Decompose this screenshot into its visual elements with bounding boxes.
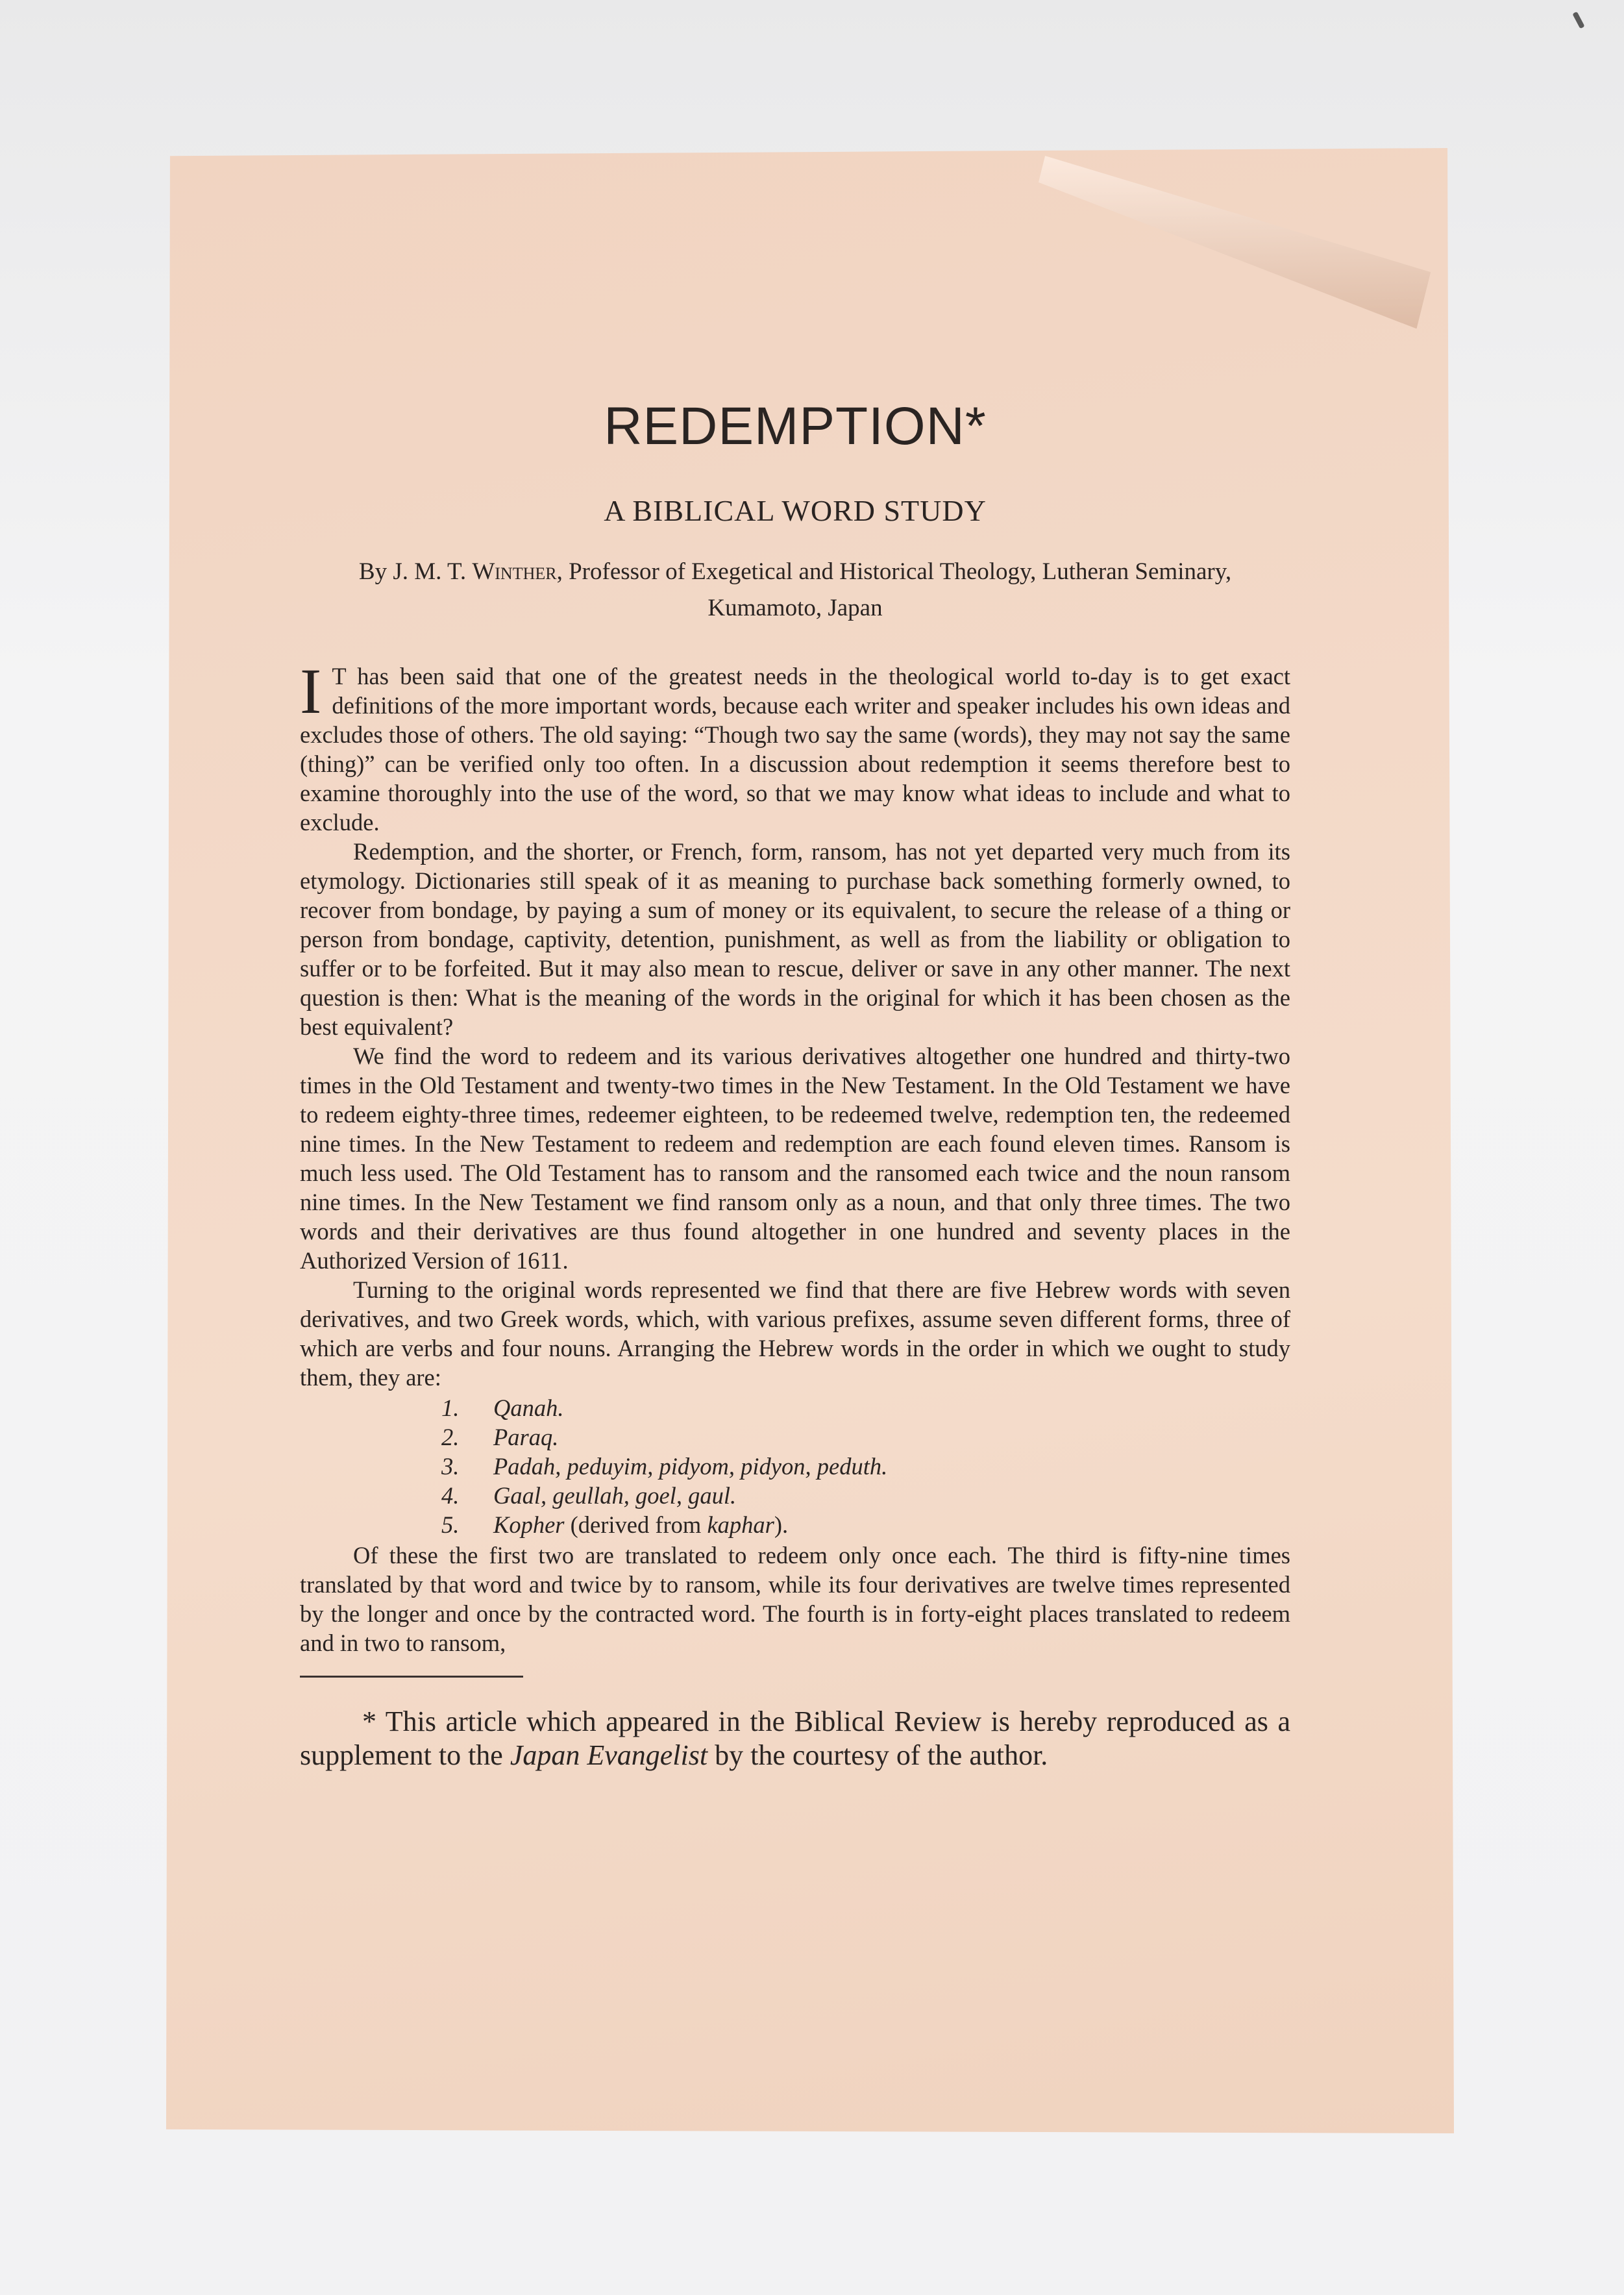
hebrew-word: Paraq. bbox=[493, 1424, 559, 1450]
article-subtitle: A BIBLICAL WORD STUDY bbox=[604, 494, 987, 527]
byline-prefix: By J. M. T. bbox=[358, 558, 473, 585]
paragraph-2: Redemption, and the shorter, or French, form, ransom, has not yet departed very much from its etymology. Dictionaries still speak of it as meaning to purchase back something formerly owned, to recover from bondage, by paying a sum of money or its equivalent, to secure the release of a thing or person from bondage, captivity, detention, punishment, as well as from the liability or obligation to suffer or to be forfeited. But it may also mean to rescue, deliver or save in any other manner. The next question is then: What is the meaning of the words in the original for which it has been chosen as the best equivalent? bbox=[300, 838, 1290, 1040]
footnote-lead: * This article which appeared in the Biblical Review is hereby reproduced as a supplement to the bbox=[300, 1706, 1290, 1771]
paragraph-4: Turning to the original words represented we find that there are five Hebrew words with seven derivatives, and two Greek words, which, with various prefixes, assume seven different forms, three of which are verbs and four nouns. Arranging the Hebrew words in the order in which we ought to study them, they are: bbox=[300, 1276, 1290, 1391]
journal-name: Japan Evangelist bbox=[510, 1739, 708, 1771]
footnote-divider bbox=[300, 1676, 523, 1678]
hebrew-word: Gaal, geullah, goel, gaul. bbox=[493, 1482, 737, 1509]
paragraph-1-text: T has been said that one of the greatest needs in the theological world to-day is to get exact definitions of the more important words, because each writer and speaker includes his own ideas and excludes those of others. The old saying: “Though two say the same (words), they may not say the same (thing)” can be verified only too often. In a discussion about redemption it seems therefore best to examine thoroughly into the use of the word, so that we may know what ideas to include and what to exclude. bbox=[300, 663, 1290, 836]
hebrew-word: Qanah. bbox=[493, 1395, 564, 1421]
word-note-end: ). bbox=[774, 1511, 789, 1538]
article-title: REDEMPTION* bbox=[604, 397, 987, 456]
paragraph-1 bbox=[300, 655, 1290, 837]
list-item bbox=[441, 1481, 1290, 1510]
list-number: 4. bbox=[441, 1482, 460, 1509]
footnote bbox=[300, 1705, 1290, 1772]
footnote-tail: by the courtesy of the author. bbox=[707, 1739, 1048, 1771]
paragraph-3: We find the word to redeem and its various derivatives altogether one hundred and thirty-two times in the Old Testament and twenty-two times in the New Testament. In the Old Testament we have to redeem eighty-three times, redeemer eighteen, to be redeemed twelve, redemption ten, the redeemed nine times. In the New Testament to redeem and redemption are each found eleven times. Ransom is much less used. The Old Testament has to ransom and the ransomed each twice and the noun ransom nine times. In the New Testament we find ransom only as a noun, and that only three times. The two words and their derivatives are thus found altogether in one hundred and seventy places in the Authorized Version of 1611. bbox=[300, 1043, 1290, 1274]
list-item bbox=[441, 1452, 1290, 1481]
paragraph-5: Of these the first two are translated to redeem only once each. The third is fifty-nine times translated by that word and twice by to ransom, while its four derivatives are twelve times represented by the longer and once by the contracted word. The fourth is in forty-eight places translated to redeem and in two to ransom, bbox=[300, 1542, 1290, 1656]
list-number: 2. bbox=[441, 1424, 460, 1450]
article bbox=[300, 396, 1290, 1772]
word-note: (derived from bbox=[564, 1511, 707, 1538]
list-number: 1. bbox=[441, 1395, 460, 1421]
word-note-root: kaphar bbox=[707, 1511, 774, 1538]
hebrew-word: Padah, peduyim, pidyom, pidyon, peduth. bbox=[493, 1453, 888, 1480]
list-number: 3. bbox=[441, 1453, 460, 1480]
hebrew-word: Kopher bbox=[493, 1511, 565, 1538]
byline-affiliation: , Professor of Exegetical and Historical Theology, Lutheran Seminary, Kumamoto, Japan bbox=[556, 558, 1232, 621]
drop-cap: I bbox=[300, 655, 322, 727]
list-number: 5. bbox=[441, 1511, 460, 1538]
author-surname: Winther bbox=[472, 558, 557, 585]
list-item bbox=[441, 1422, 1290, 1452]
list-item bbox=[441, 1510, 1290, 1539]
byline bbox=[314, 554, 1276, 626]
hebrew-word-list bbox=[441, 1393, 1290, 1539]
list-item bbox=[441, 1393, 1290, 1422]
